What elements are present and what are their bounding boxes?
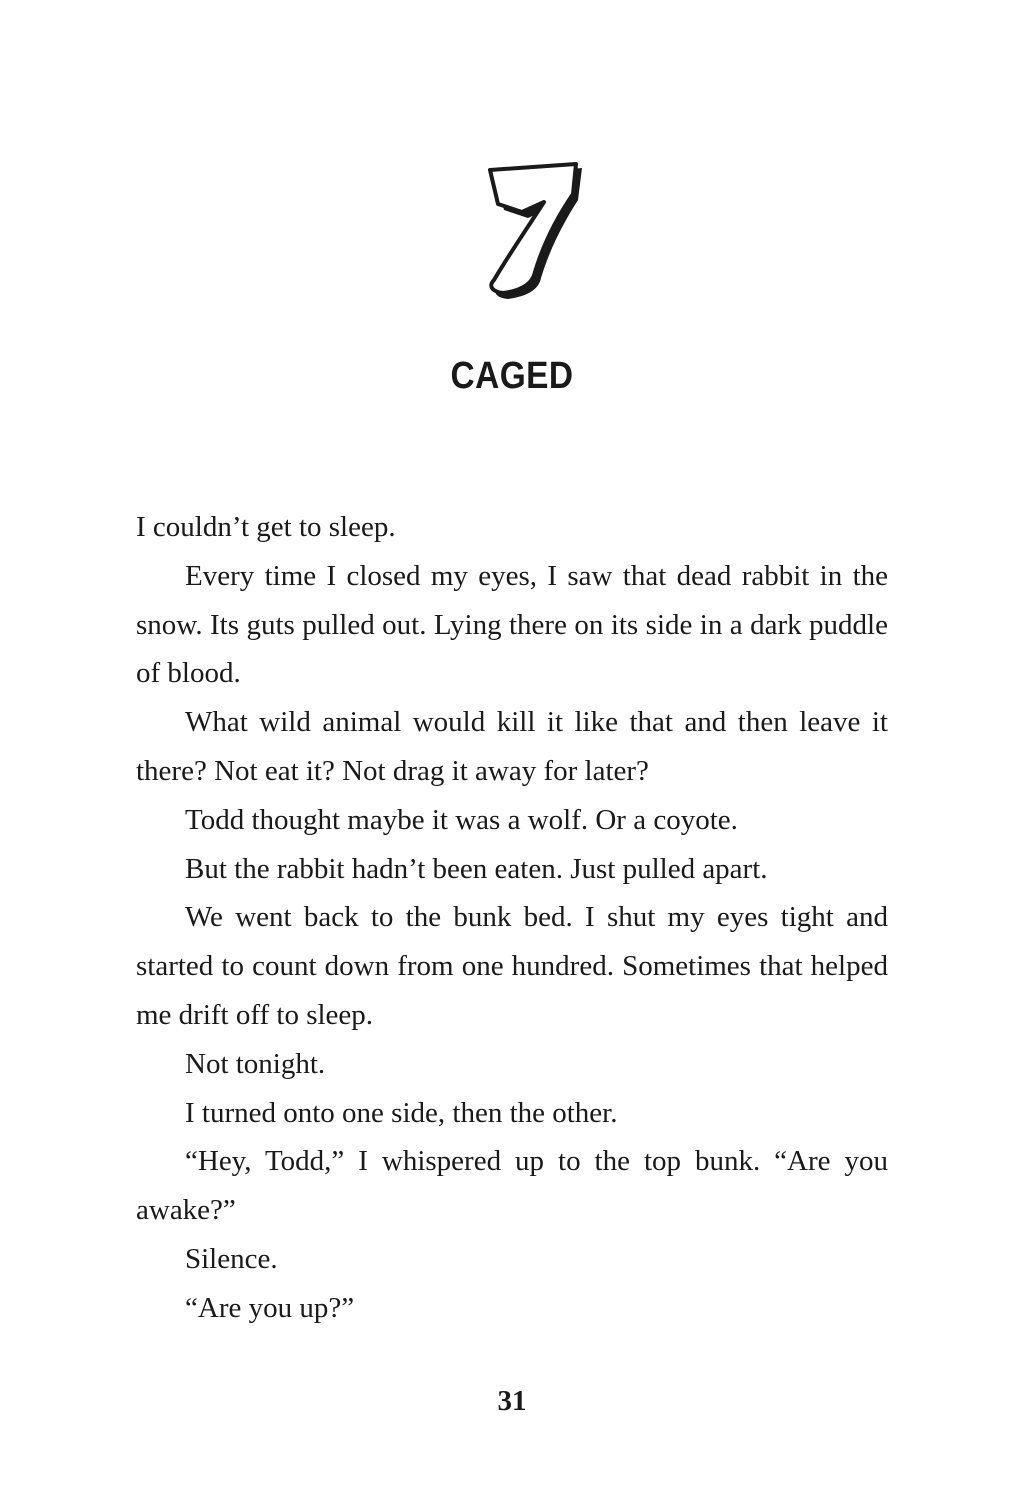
chapter-number [478, 160, 588, 300]
paragraph: “Are you up?” [185, 1291, 355, 1324]
chapter-number-graphic [478, 160, 588, 300]
chapter-body [136, 503, 888, 1333]
paragraph: What wild animal would kill it like that and then leave it there? Not eat it? Not drag it away for later? [136, 706, 888, 787]
paragraph: Every time I closed my eyes, I saw that dead rabbit in the snow. Its guts pulled out. Lying there on its side in a dark puddle of blood. [136, 559, 888, 690]
chapter-title: CAGED [450, 355, 574, 397]
paragraph: Todd thought maybe it was a wolf. Or a coyote. [185, 803, 738, 836]
paragraph: Not tonight. [185, 1047, 326, 1080]
paragraph: “Hey, Todd,” I whispered up to the top bunk. “Are you awake?” [136, 1145, 888, 1227]
paragraph: We went back to the bunk bed. I shut my eyes tight and started to count down from one hundred. Sometimes that helped me drift off to sleep. [136, 901, 888, 1031]
paragraph: I turned onto one side, then the other. [185, 1096, 618, 1129]
svg-text:7: 7 [478, 160, 479, 161]
paragraph: I couldn’t get to sleep. [136, 511, 396, 543]
page-number: 31 [497, 1385, 527, 1417]
paragraph: Silence. [185, 1242, 278, 1275]
paragraph: But the rabbit hadn’t been eaten. Just pulled apart. [185, 852, 768, 885]
